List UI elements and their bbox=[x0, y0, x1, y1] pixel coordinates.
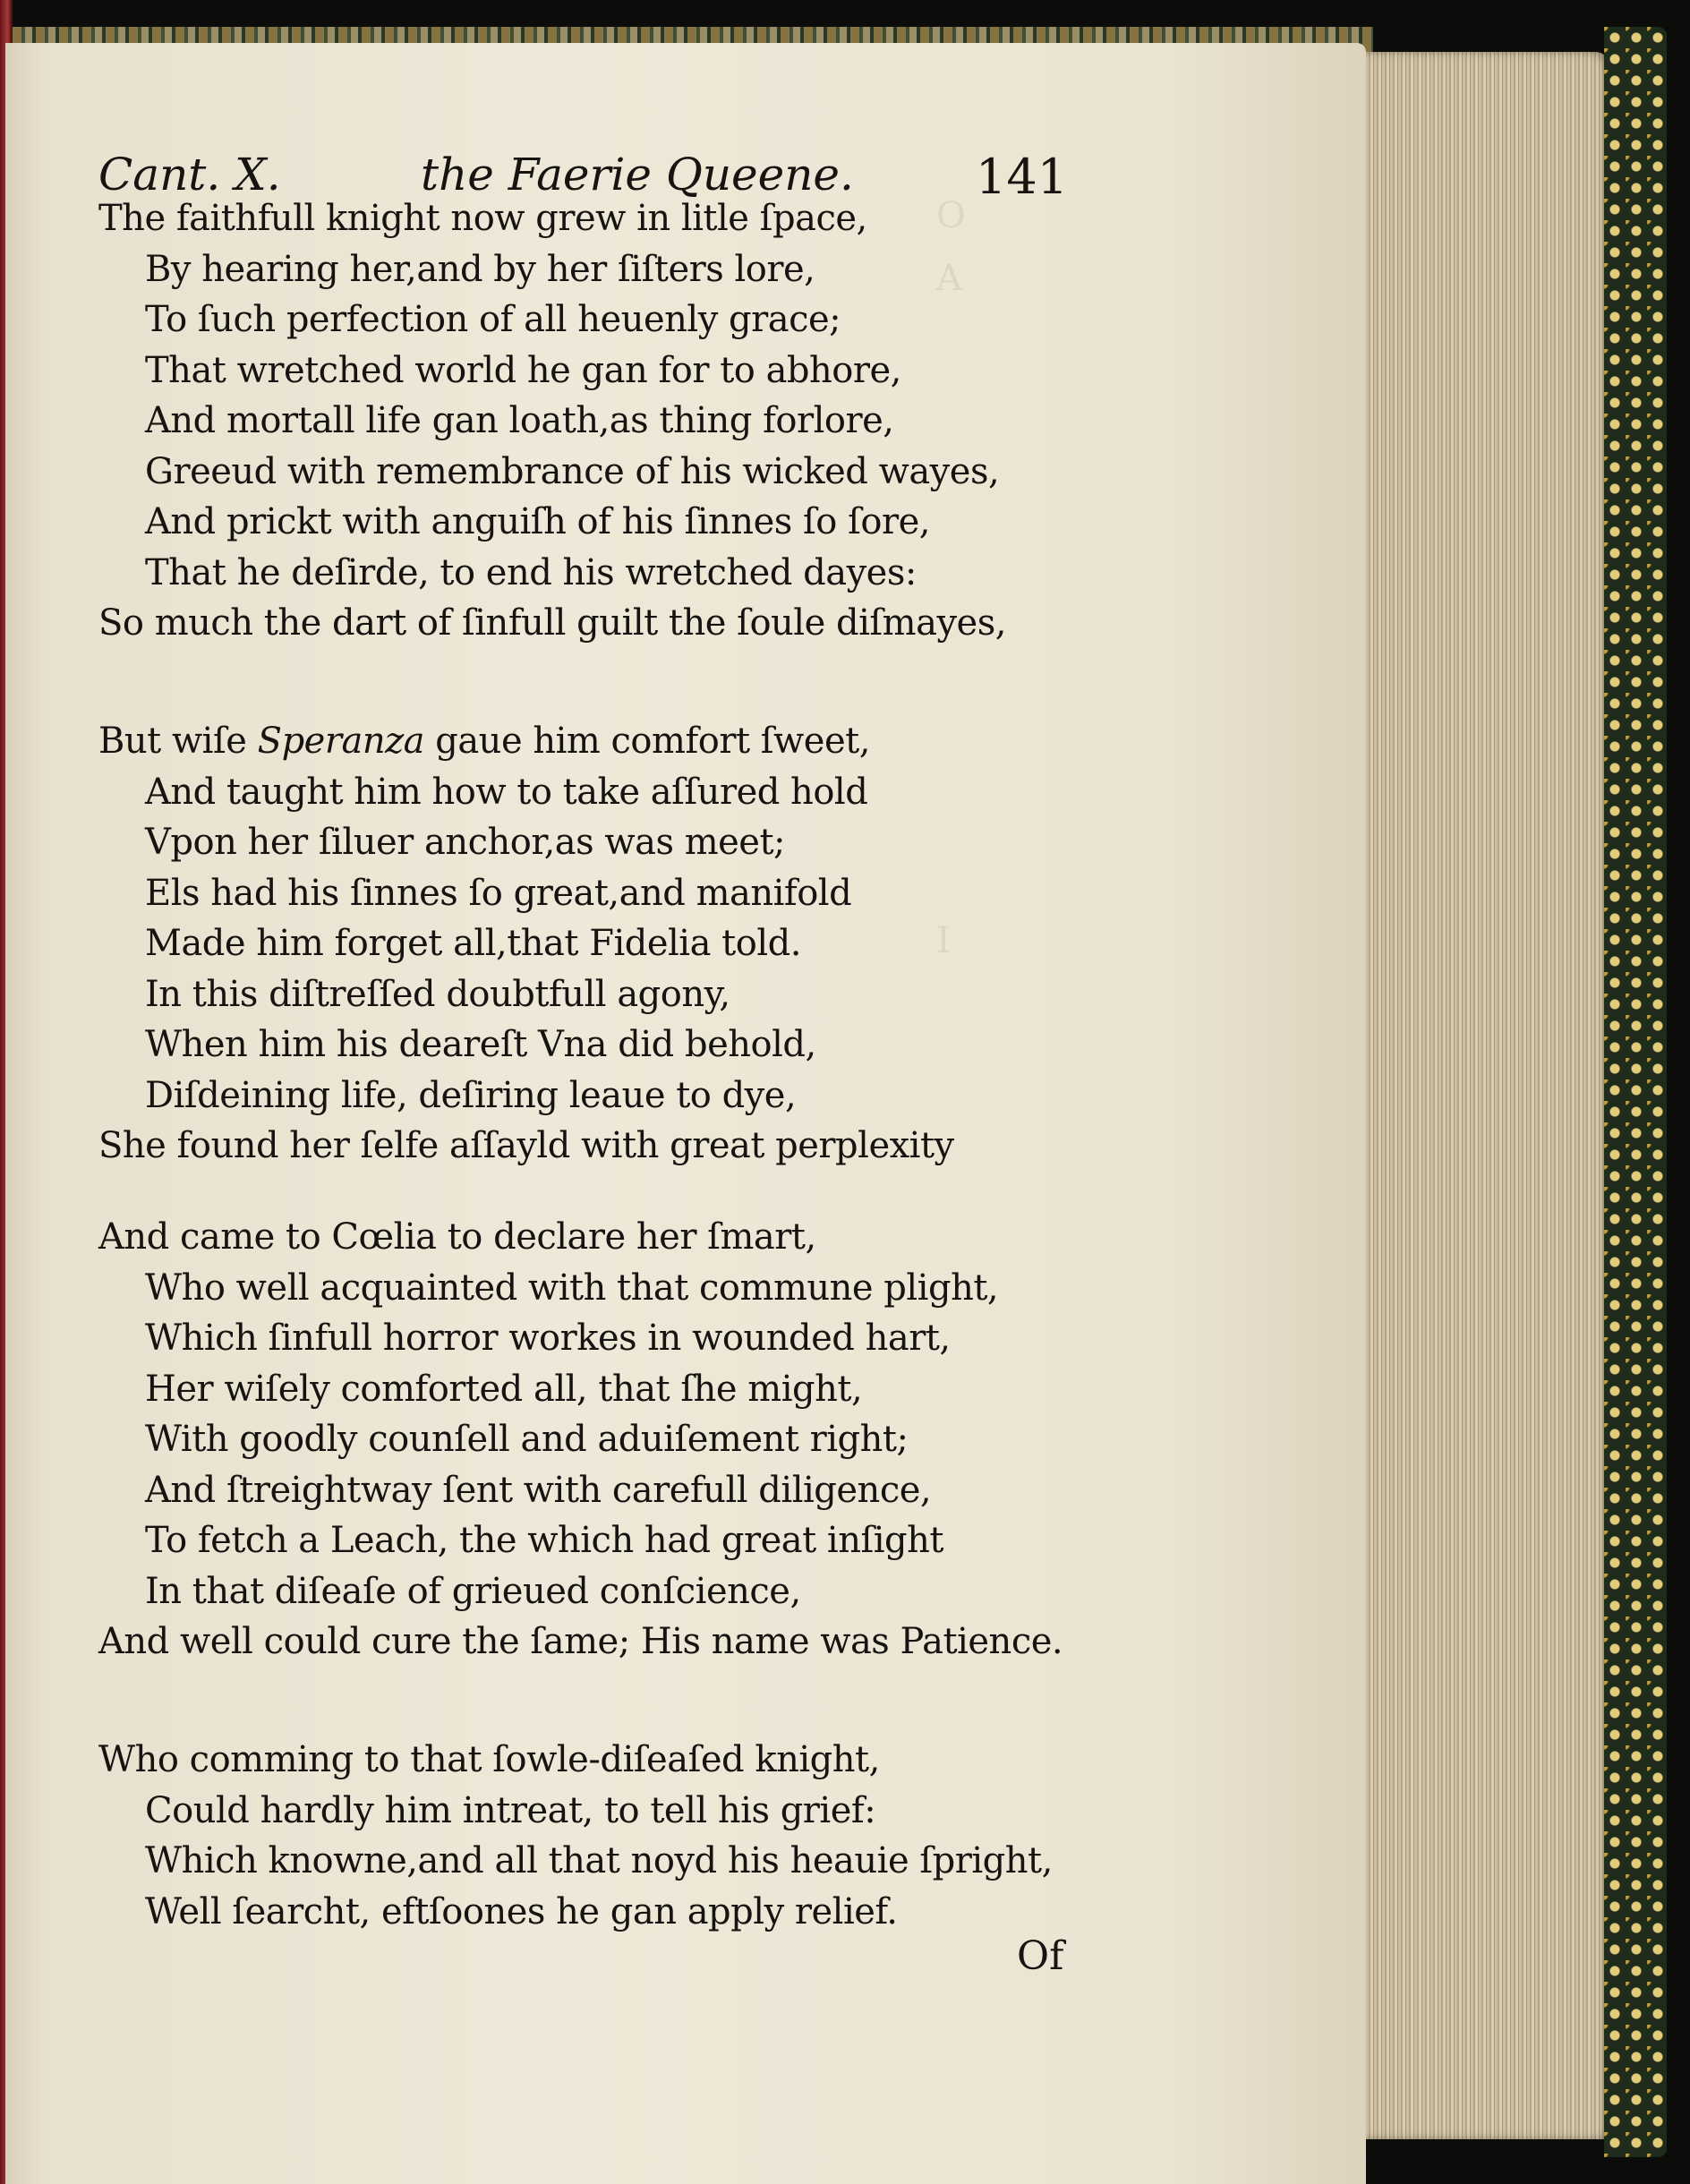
page-block-fore-edge bbox=[1350, 52, 1611, 2139]
canto-label: Cant. X. bbox=[98, 149, 281, 200]
stanza-4 bbox=[98, 1735, 1119, 1937]
verse-line: Els had his ſinnes ſo great,and manifold bbox=[145, 872, 852, 914]
verse-line: And well could cure the ſame; His name was Patience. bbox=[98, 1621, 1063, 1662]
verse-line: In this diſtreſſed doubtfull agony, bbox=[145, 973, 730, 1015]
verse-line: Vpon her ſiluer anchor,as was meet; bbox=[145, 822, 786, 863]
book-page bbox=[5, 43, 1366, 2184]
verse-line: And ſtreightway ſent with carefull diligence, bbox=[145, 1469, 932, 1511]
verse-line: The faithfull knight now grew in litle ſpace, bbox=[98, 198, 867, 239]
verse-line: To fetch a Leach, the which had great inſight bbox=[145, 1520, 943, 1561]
verse-line: That he deſirde, to end his wretched dayes: bbox=[145, 551, 917, 593]
bleed-through: O bbox=[936, 195, 966, 236]
verse-line: And taught him how to take aſſured hold bbox=[145, 771, 868, 813]
verse-line: Made him forget all,that Fidelia told. bbox=[145, 923, 801, 964]
verse-line: To ſuch perfection of all heuenly grace; bbox=[145, 299, 841, 340]
verse-line: And prickt with anguiſh of his ſinnes ſo ſore, bbox=[145, 501, 930, 542]
verse-line: That wretched world he gan for to abhore, bbox=[145, 349, 901, 391]
bleed-through: I bbox=[936, 920, 951, 961]
verse-line: Diſdeining life, deſiring leaue to dye, bbox=[145, 1074, 797, 1116]
bleed-through: A bbox=[936, 258, 962, 299]
stanza-1 bbox=[98, 193, 1119, 649]
verse-line: In that diſeaſe of grieued conſcience, bbox=[145, 1570, 801, 1612]
stanza-3 bbox=[98, 1212, 1119, 1668]
verse-line: Could hardly him intreat, to tell his grief: bbox=[145, 1789, 876, 1831]
verse-line: Which knowne,and all that noyd his heauie ſpright, bbox=[145, 1840, 1053, 1881]
verse-line: Which ſinfull horror workes in wounded hart, bbox=[145, 1318, 951, 1359]
verse-line: By hearing her,and by her ſiſters lore, bbox=[145, 248, 815, 290]
verse-line: Greeud with remembrance of his wicked wayes, bbox=[145, 450, 1000, 492]
catchword: Of bbox=[1017, 1933, 1064, 1979]
verse-line: And came to Cœlia to declare her ſmart, bbox=[98, 1216, 816, 1258]
stanza-2 bbox=[98, 716, 1119, 1172]
verse-line: So much the dart of ſinfull guilt the ſoule diſmayes, bbox=[98, 602, 1006, 644]
verse-line: Who comming to that ſowle-diſeaſed knight, bbox=[98, 1739, 880, 1780]
verse-line: Who well acquainted with that commune plight, bbox=[145, 1267, 999, 1309]
verse-line: With goodly counſell and aduiſement right; bbox=[145, 1419, 909, 1460]
book-title: the Faerie Queene. bbox=[421, 149, 854, 200]
verse-line: But wiſe Speranza gaue him comfort ſweet, bbox=[98, 721, 870, 762]
verse-line: Well ſearcht, eftſoones he gan apply relief. bbox=[145, 1890, 898, 1932]
verse-line: She found her ſelfe aſſayld with great perplexity bbox=[98, 1125, 954, 1166]
page-number: 141 bbox=[976, 149, 1069, 205]
verse-line: And mortall life gan loath,as thing forlore, bbox=[145, 400, 894, 441]
verse-line: Her wiſely comforted all, that ſhe might, bbox=[145, 1368, 863, 1410]
gilt-tooled-cover bbox=[1604, 27, 1667, 2157]
verse-line: When him his deareſt Vna did behold, bbox=[145, 1024, 816, 1065]
